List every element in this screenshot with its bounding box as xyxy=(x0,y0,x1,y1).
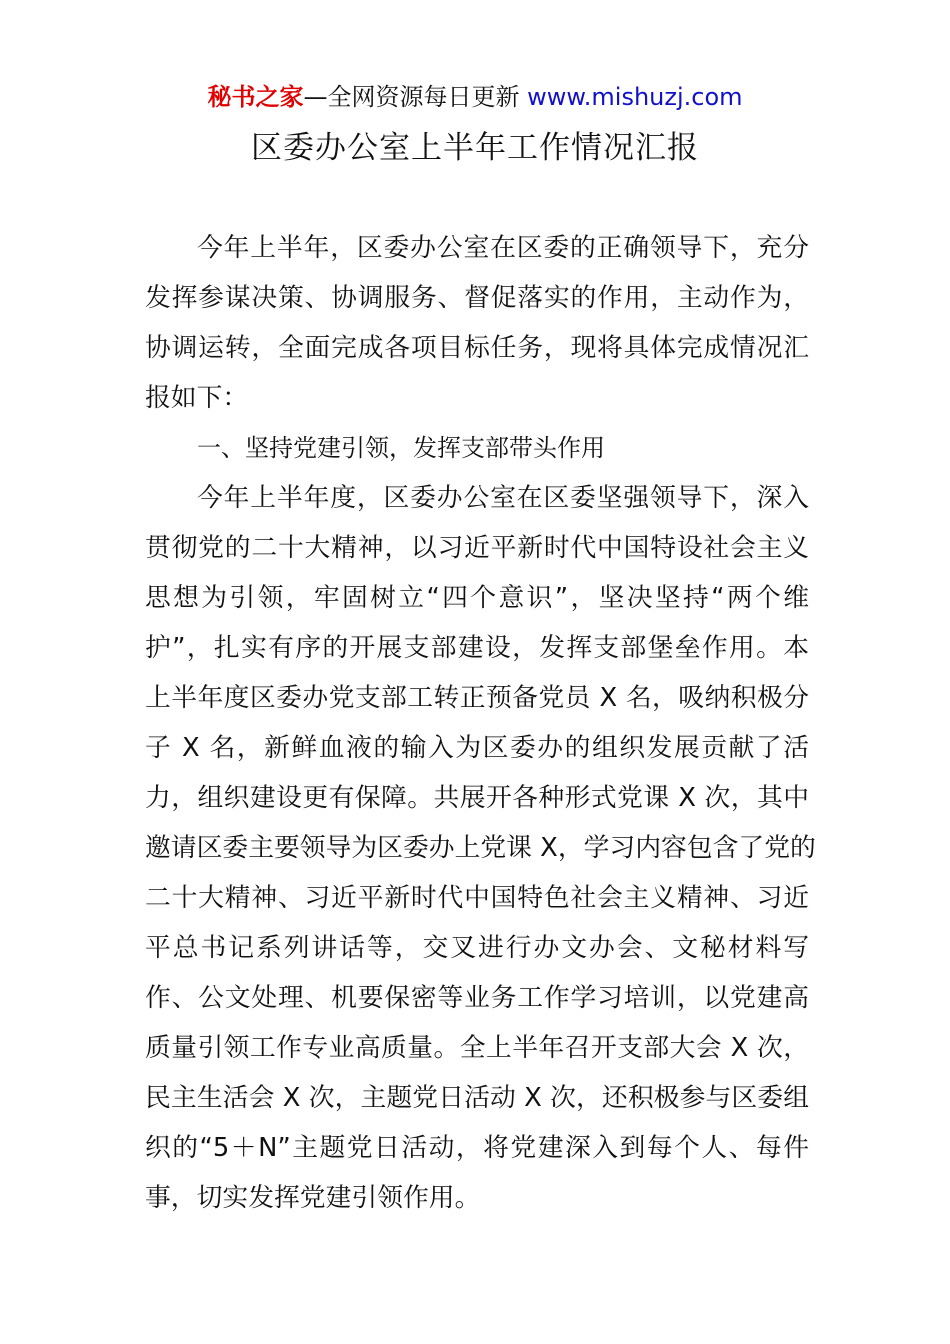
body-line: 报如下： xyxy=(145,383,249,413)
body-line: 上半年度区委办党支部工转正预备党员 X 名，吸纳积极分 xyxy=(145,683,809,713)
body-line: 织的“5＋N”主题党日活动，将党建深入到每个人、每件 xyxy=(145,1133,809,1163)
body-line: 子 X 名，新鲜血液的输入为区委办的组织发展贡献了活 xyxy=(145,733,809,763)
site-url-link[interactable]: www.mishuzj.com xyxy=(527,83,743,111)
body-line: 邀请区委主要领导为区委办上党课 X，学习内容包含了党的 xyxy=(145,833,816,863)
body-line: 今年上半年，区委办公室在区委的正确领导下，充分 xyxy=(197,233,809,263)
body-line: 质量引领工作专业高质量。全上半年召开支部大会 X 次， xyxy=(145,1033,809,1063)
body-line: 今年上半年度，区委办公室在区委坚强领导下，深入 xyxy=(197,483,809,513)
body-line: 发挥参谋决策、协调服务、督促落实的作用，主动作为， xyxy=(145,283,809,313)
body-line: 协调运转，全面完成各项目标任务，现将具体完成情况汇 xyxy=(145,333,809,363)
body-line: 平总书记系列讲话等，交叉进行办文办会、文秘材料写 xyxy=(145,933,809,963)
section-heading: 一、坚持党建引领，发挥支部带头作用 xyxy=(197,434,605,462)
document-title: 区委办公室上半年工作情况汇报 xyxy=(251,130,699,166)
body-line: 护”，扎实有序的开展支部建设，发挥支部堡垒作用。本 xyxy=(145,633,809,663)
body-line: 事，切实发挥党建引领作用。 xyxy=(145,1183,481,1213)
body-line: 思想为引领，牢固树立“四个意识”，坚决坚持“两个维 xyxy=(145,583,809,613)
body-line: 作、公文处理、机要保密等业务工作学习培训，以党建高 xyxy=(145,983,809,1013)
site-header xyxy=(0,82,950,112)
document-body xyxy=(145,223,816,1223)
site-tagline: —全网资源每日更新 xyxy=(303,83,528,111)
body-line: 二十大精神、习近平新时代中国特色社会主义精神、习近 xyxy=(145,883,809,913)
body-line: 民主生活会 X 次，主题党日活动 X 次，还积极参与区委组 xyxy=(145,1083,809,1113)
site-brand: 秘书之家 xyxy=(207,83,304,111)
body-line: 贯彻党的二十大精神，以习近平新时代中国特设社会主义 xyxy=(145,533,809,563)
body-line: 力，组织建设更有保障。共展开各种形式党课 X 次，其中 xyxy=(145,783,809,813)
